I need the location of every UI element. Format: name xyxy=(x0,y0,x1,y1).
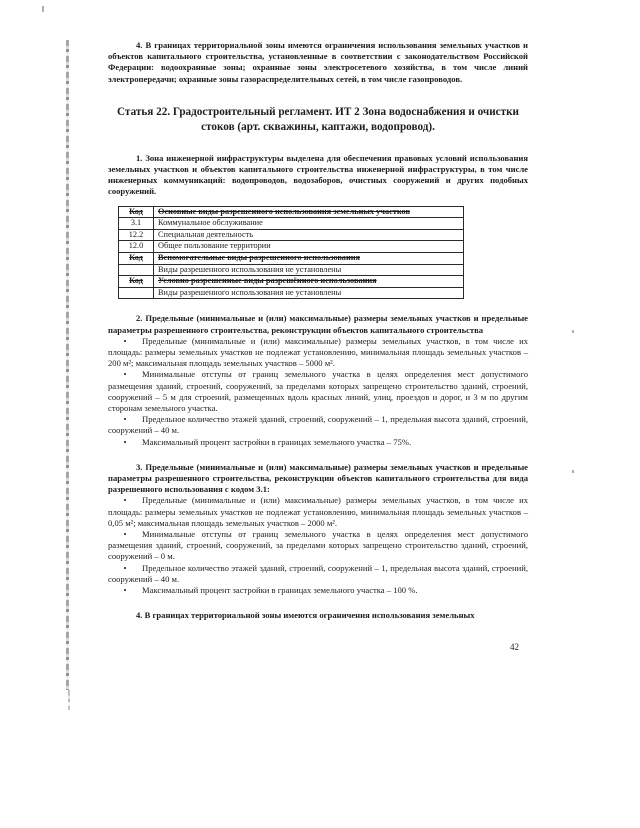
list-item xyxy=(108,437,528,448)
use-name-cell: Коммунальное обслуживание xyxy=(154,218,464,230)
list-item xyxy=(108,495,528,529)
table-header-row xyxy=(119,253,464,265)
use-code-cell xyxy=(119,264,154,276)
table-row xyxy=(119,241,464,253)
table-header-row xyxy=(119,206,464,218)
list-item xyxy=(108,336,528,370)
bullet-icon: • xyxy=(123,335,127,346)
list-item xyxy=(108,563,528,585)
page-number: 42 xyxy=(510,642,519,652)
table-row xyxy=(119,218,464,230)
bullet-icon: • xyxy=(123,529,127,540)
bullet-icon: • xyxy=(123,585,127,596)
use-code-cell: Код xyxy=(119,253,154,265)
bullet-icon: • xyxy=(123,414,127,425)
table-row xyxy=(119,264,464,276)
section-3-title: 3. Предельные (минимальные и (или) максимальные) размеры земельных участков и предельные параметры разрешенного строительства, реконструкции объектов капитального строительства для вида разрешенного использования с кодом 3.1: xyxy=(108,461,528,495)
use-name-cell: Вспомогательные виды разрешенного использования xyxy=(154,253,464,265)
list-item-text: Максимальный процент застройки в границах земельного участка – 100 %. xyxy=(142,585,418,596)
scan-binding-edge xyxy=(66,40,69,690)
table-row xyxy=(119,287,464,299)
list-item-text: Предельное количество этажей зданий, строений, сооружений – 1, предельная высота зданий, строений, сооружений – 40 м. xyxy=(108,562,528,584)
document-page xyxy=(108,40,528,621)
use-name-cell: Условно разрешенные виды разрешённого использования xyxy=(154,276,464,288)
bullet-icon: • xyxy=(123,369,127,380)
use-name-cell: Специальная деятельность xyxy=(154,229,464,241)
section-3-bullets xyxy=(108,495,528,596)
list-item xyxy=(108,585,528,596)
table-row xyxy=(119,229,464,241)
use-name-cell: Виды разрешенного использования не установлены xyxy=(154,287,464,299)
list-item-text: Минимальные отступы от границ земельного участка в целях определения мест допустимого размещения зданий, строений, сооружений, за пределами которых запрещено строительство зданий, строений, сооружений – 5 м для строений, размещенных вдоль красных линий, улиц, проездов и дорог, и 3 м по другим сторонам земельного участка. xyxy=(108,369,528,413)
permitted-uses-table xyxy=(118,206,464,300)
use-code-cell: Код xyxy=(119,206,154,218)
section-4-restrictions: 4. В границах территориальной зоны имеются ограничения использования земельных участков и объектов капитального строительства, установленные в соответствии с законодательством Российской Федерации: водоохранные зоны; охранные зоны электросетевого хозяйства, в том числе линий электропередачи; охранные зоны газораспределительных сетей, в том числе газопроводов. xyxy=(108,40,528,84)
use-code-cell: 12.0 xyxy=(119,241,154,253)
table-header-row xyxy=(119,276,464,288)
use-name-cell: Общее пользование территории xyxy=(154,241,464,253)
list-item-text: Максимальный процент застройки в границах земельного участка – 75%. xyxy=(142,436,412,447)
list-item xyxy=(108,369,528,414)
scan-speck xyxy=(572,470,574,473)
list-item-text: Минимальные отступы от границ земельного участка в целях определения мест допустимого размещения зданий, строений, сооружений, за пределами которых запрещено строительство зданий, строений, сооружений – 0 м. xyxy=(108,529,528,562)
bullet-icon: • xyxy=(123,495,127,506)
section-4-continued: 4. В границах территориальной зоны имеются ограничения использования земельных xyxy=(136,610,475,621)
use-name-cell: Виды разрешенного использования не установлены xyxy=(154,264,464,276)
list-item-text: Предельные (минимальные и (или) максимальные) размеры земельных участков, в том числе их площадь: размеры земельных участков не подлежат установлению, минимальная площадь земельных участков – 0,05 м²; максимальная площадь земельных участков – 2000 м². xyxy=(108,495,528,528)
use-name-cell: Основные виды разрешенного использования земельных участков xyxy=(154,206,464,218)
use-code-cell xyxy=(119,287,154,299)
bullet-icon: • xyxy=(123,436,127,447)
scan-speck xyxy=(42,6,44,12)
list-item xyxy=(108,529,528,563)
use-code-cell: 3.1 xyxy=(119,218,154,230)
section-2-bullets xyxy=(108,336,528,448)
bullet-icon: • xyxy=(123,562,127,573)
section-2-title: 2. Предельные (минимальные и (или) максимальные) размеры земельных участков и предельные параметры разрешенного строительства, реконструкции объектов капитального строительства xyxy=(108,313,528,335)
article-title: Статья 22. Градостроительный регламент. ИТ 2 Зона водоснабжения и очистки стоков (арт. скважины, каптажи, водопровод). xyxy=(117,105,519,133)
scan-binding-edge-fragment xyxy=(68,690,70,710)
list-item-text: Предельное количество этажей зданий, строений, сооружений – 1, предельная высота зданий, строений, сооружений – 40 м. xyxy=(108,414,528,436)
use-code-cell: 12.2 xyxy=(119,229,154,241)
paragraph-1 xyxy=(108,153,528,198)
scan-speck xyxy=(572,330,574,333)
list-item xyxy=(108,414,528,436)
paragraph-1-text: 1. Зона инженерной инфраструктуры выделена для обеспечения правовых условий использования земельных участков и объектов капитального строительства инженерной инфраструктуры, в том числе инженерных коммуникаций: водопроводов, водозаборов, очистных сооружений и других подобных сооружений. xyxy=(108,152,528,197)
list-item-text: Предельные (минимальные и (или) максимальные) размеры земельных участков, в том числе их площадь: размеры земельных участков не подлежат установлению, минимальная площадь земельных участков – 200 м²; максимальная площадь земельных участков – 5000 м². xyxy=(108,335,528,369)
use-code-cell: Код xyxy=(119,276,154,288)
